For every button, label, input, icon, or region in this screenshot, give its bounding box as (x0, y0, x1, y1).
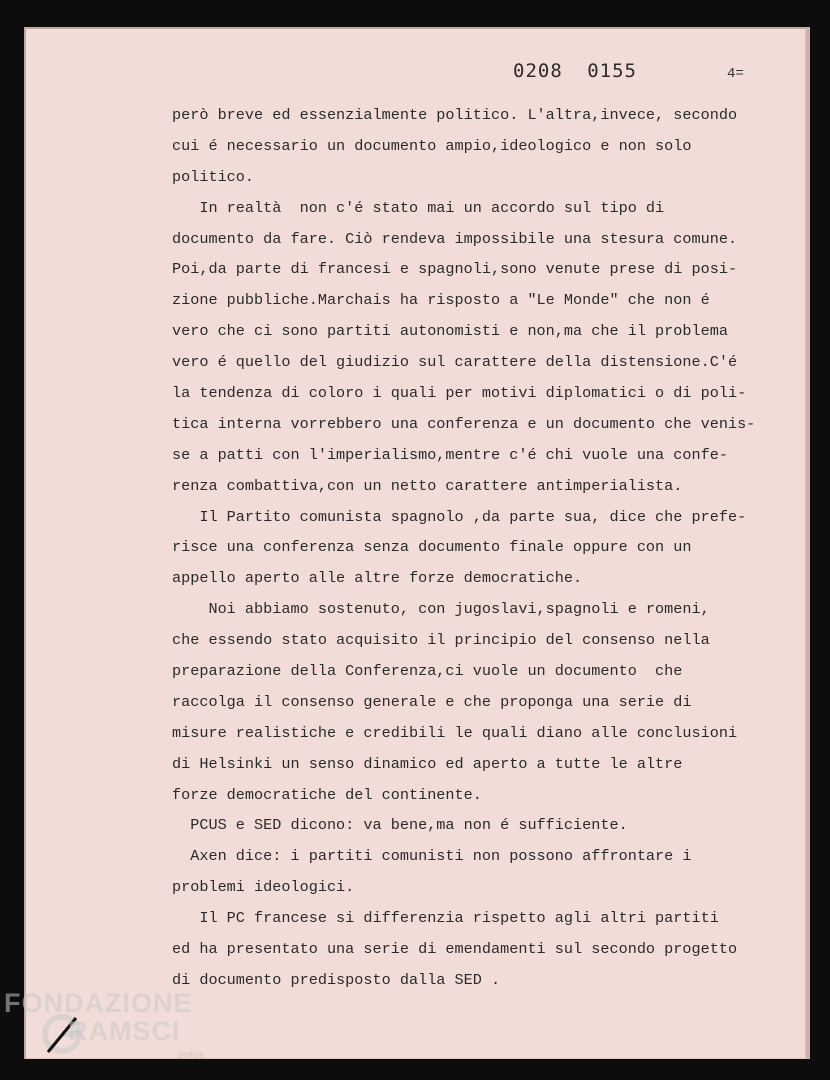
text-line: che essendo stato acquisito il principio del consenso nella (172, 631, 710, 650)
text-line: renza combattiva,con un netto carattere antimperialista. (172, 476, 683, 495)
text-line: appello aperto alle altre forze democratiche. (172, 569, 583, 588)
page-number: 4= (727, 66, 744, 82)
typed-text-body (172, 100, 792, 996)
text-line: In realtà non c'é stato mai un accordo sul tipo di (172, 198, 665, 217)
text-line: documento da fare. Ciò rendeva impossibile una stesura comune. (172, 229, 738, 248)
watermark-line-1: FONDAZIONE (4, 988, 193, 1018)
watermark-line-3: onlus (178, 1050, 205, 1061)
text-line: PCUS e SED dicono: va bene,ma non é sufficiente. (172, 816, 628, 835)
watermark-line-2: RAMSCI (68, 1016, 181, 1046)
text-line: vero é quello del giudizio sul carattere della distensione.C'é (172, 353, 738, 372)
text-line: politico. (172, 167, 255, 186)
page-edge (806, 27, 810, 1059)
text-line: vero che ci sono partiti autonomisti e non,ma che il problema (172, 322, 728, 341)
text-line: preparazione della Conferenza,ci vuole un documento che (172, 662, 683, 681)
text-line: di Helsinki un senso dinamico ed aperto a tutte le altre (172, 754, 683, 773)
text-line: tica interna vorrebbero una conferenza e un documento che venis- (172, 414, 756, 433)
text-line: Il Partito comunista spagnolo ,da parte sua, dice che prefe- (172, 507, 747, 526)
text-line: però breve ed essenzialmente politico. L'altra,invece, secondo (172, 106, 738, 124)
fondazione-gramsci-watermark (4, 988, 214, 1068)
text-line: ed ha presentato una serie di emendamenti sul secondo progetto (172, 940, 738, 959)
archive-reference-number: 0208 0155 (513, 60, 637, 82)
text-line: forze democratiche del continente. (172, 785, 482, 804)
text-line: raccolga il consenso generale e che proponga una serie di (172, 692, 692, 711)
text-line: Il PC francese si differenzia rispetto agli altri partiti (172, 909, 719, 928)
text-line: risce una conferenza senza documento finale oppure con un (172, 538, 692, 557)
text-line: se a patti con l'imperialismo,mentre c'é chi vuole una confe- (172, 445, 728, 464)
text-line: Noi abbiamo sostenuto, con jugoslavi,spagnoli e romeni, (172, 600, 710, 619)
text-line: la tendenza di coloro i quali per motivi diplomatici o di poli- (172, 384, 747, 403)
text-line: Axen dice: i partiti comunisti non possono affrontare i (172, 847, 692, 866)
text-line: Poi,da parte di francesi e spagnoli,sono venute prese di posi- (172, 260, 738, 279)
text-line: misure realistiche e credibili le quali diano alle conclusioni (172, 723, 738, 742)
text-line: di documento predisposto dalla SED . (172, 970, 501, 989)
text-line: problemi ideologici. (172, 878, 355, 897)
text-line: zione pubbliche.Marchais ha risposto a "Le Monde" che non é (172, 291, 710, 310)
text-line: cui é necessario un documento ampio,ideologico e non solo (172, 136, 692, 155)
